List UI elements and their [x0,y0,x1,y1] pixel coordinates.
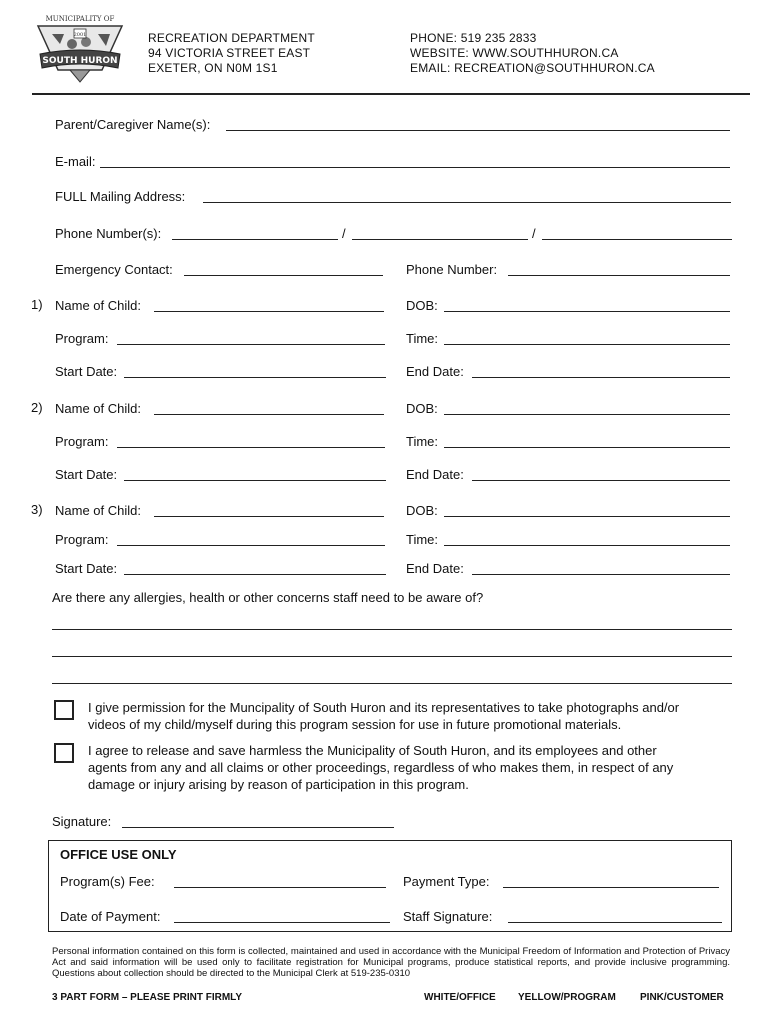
child-2-dob-field[interactable] [444,414,730,415]
website-link[interactable]: WEBSITE: WWW.SOUTHHURON.CA [410,46,619,60]
photo-consent-line: I give permission for the Muncipality of South Huron and its representatives to take photographs and/or [88,700,680,715]
email-label: E-mail: [55,154,96,169]
child-2-program-field[interactable] [117,447,385,448]
office-use-title: OFFICE USE ONLY [60,847,177,862]
child-1-number: 1) [31,297,43,312]
signature-label: Signature: [52,814,112,829]
child-1-dob-field[interactable] [444,311,730,312]
child-1-time-field[interactable] [444,344,730,345]
child-1-start-date-field[interactable] [124,377,386,378]
parent-name-field[interactable] [226,130,730,131]
mailing-address-field[interactable] [203,202,731,203]
child-1-end-date-field[interactable] [472,377,730,378]
child-3-end-date-label: End Date: [406,561,464,576]
form-note: 3 PART FORM – PLEASE PRINT FIRMLY [52,992,243,1003]
address-line-1: 94 VICTORIA STREET EAST [148,46,311,60]
phone-number-field-1[interactable] [172,239,338,240]
program-fee-label: Program(s) Fee: [60,874,155,889]
child-2-time-field[interactable] [444,447,730,448]
phone-text: PHONE: 519 235 2833 [410,31,537,45]
child-1-end-date-label: End Date: [406,364,464,379]
allergies-line-3[interactable] [52,683,732,684]
photo-consent-line: videos of my child/myself during this program session for use in future promotional materials. [88,717,622,732]
child-3-start-date-field[interactable] [124,574,386,575]
logo-year: 2001 [73,32,87,38]
child-2-start-date-field[interactable] [124,480,386,481]
child-1-name-field[interactable] [154,311,384,312]
phone-number-field-2[interactable] [352,239,528,240]
payment-date-label: Date of Payment: [60,909,161,924]
child-2-dob-label: DOB: [406,401,438,416]
staff-signature-field[interactable] [508,922,722,923]
phone-separator: / [342,226,346,241]
emergency-contact-field[interactable] [184,275,383,276]
child-2-name-field[interactable] [154,414,384,415]
child-2-name-label: Name of Child: [55,401,141,416]
address-line-2: EXETER, ON N0M 1S1 [148,61,278,75]
signature-field[interactable] [122,827,394,828]
municipality-logo [30,12,130,82]
child-2-time-label: Time: [406,434,439,449]
department-address [148,31,315,76]
privacy-notice: Personal information contained on this form is collected, maintained and used in accordance with the Municipal Freedom of Information and Protection of Privacy Act and said information will be used only to facilitate registration for Municipal programs, produce statistical reports, and provide inclusive programming. Questions about collection should be directed to the Municipal Clerk at 519-235-0310 [52,946,730,979]
white-copy-label: WHITE/OFFICE [424,992,496,1003]
pink-copy-label: PINK/CUSTOMER [640,992,724,1003]
department-name: RECREATION DEPARTMENT [148,31,315,45]
child-3-program-label: Program: [55,532,109,547]
release-line: agents from any and all claims or other proceedings, regardless of who makes them, in respect of any [88,760,674,775]
child-1-dob-label: DOB: [406,298,438,313]
child-1-time-label: Time: [406,331,439,346]
logo-banner: SOUTH HURON [42,56,118,66]
program-fee-field[interactable] [174,887,386,888]
child-3-number: 3) [31,502,43,517]
allergies-line-2[interactable] [52,656,732,657]
phone-number-field-3[interactable] [542,239,732,240]
child-3-dob-field[interactable] [444,516,730,517]
child-3-time-label: Time: [406,532,439,547]
release-line: I agree to release and save harmless the Municipality of South Huron, and its employees and other [88,743,657,758]
email-field[interactable] [100,167,730,168]
child-3-name-field[interactable] [154,516,384,517]
child-3-program-field[interactable] [117,545,385,546]
child-3-time-field[interactable] [444,545,730,546]
payment-date-field[interactable] [174,922,390,923]
child-1-name-label: Name of Child: [55,298,141,313]
header-divider [32,93,750,95]
release-line: damage or injury arising by reason of participation in this program. [88,777,469,792]
mailing-address-label: FULL Mailing Address: [55,189,186,204]
contact-info [410,31,655,76]
staff-signature-label: Staff Signature: [403,909,493,924]
photo-consent-checkbox[interactable] [54,700,74,720]
photo-consent-text [88,699,738,733]
release-checkbox[interactable] [54,743,74,763]
child-1-program-label: Program: [55,331,109,346]
emergency-phone-label: Phone Number: [406,262,498,277]
emergency-contact-label: Emergency Contact: [55,262,173,277]
allergies-question: Are there any allergies, health or other concerns staff need to be aware of? [52,590,484,605]
parent-name-label: Parent/Caregiver Name(s): [55,117,211,132]
child-3-end-date-field[interactable] [472,574,730,575]
child-1-program-field[interactable] [117,344,385,345]
child-3-name-label: Name of Child: [55,503,141,518]
child-2-end-date-label: End Date: [406,467,464,482]
child-2-number: 2) [31,400,43,415]
yellow-copy-label: YELLOW/PROGRAM [518,992,616,1003]
email-link[interactable]: EMAIL: RECREATION@SOUTHHURON.CA [410,61,655,75]
emergency-phone-field[interactable] [508,275,730,276]
phone-separator: / [532,226,536,241]
logo-top-text: MUNICIPALITY OF [45,15,115,23]
payment-type-field[interactable] [503,887,719,888]
child-3-dob-label: DOB: [406,503,438,518]
child-1-start-date-label: Start Date: [55,364,118,379]
allergies-line-1[interactable] [52,629,732,630]
child-3-start-date-label: Start Date: [55,561,118,576]
phone-numbers-label: Phone Number(s): [55,226,162,241]
child-2-end-date-field[interactable] [472,480,730,481]
payment-type-label: Payment Type: [403,874,490,889]
child-2-start-date-label: Start Date: [55,467,118,482]
release-text [88,742,738,793]
child-2-program-label: Program: [55,434,109,449]
